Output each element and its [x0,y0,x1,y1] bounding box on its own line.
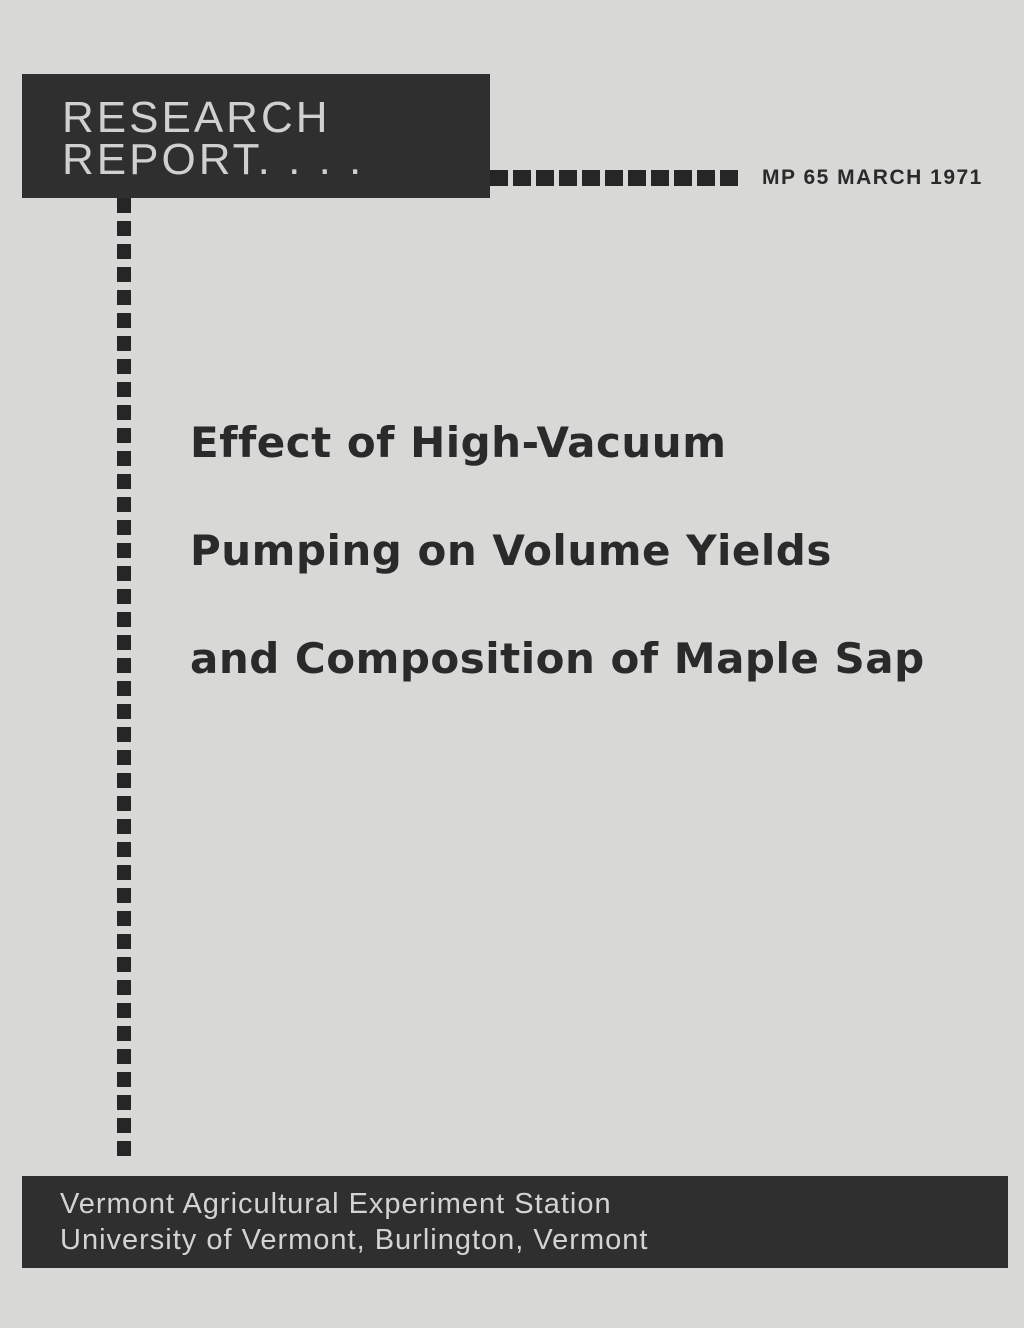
rule-block [117,911,131,926]
rule-block [117,865,131,880]
rule-block [117,474,131,489]
rule-block [117,382,131,397]
issue-number-date: MP 65 MARCH 1971 [762,166,983,189]
rule-block [117,704,131,719]
rule-block [117,773,131,788]
rule-block [117,198,131,213]
vertical-block-rule [117,198,131,1156]
rule-block [117,1095,131,1110]
horizontal-block-rule [490,170,738,186]
publisher-footer [22,1176,1008,1268]
rule-block [513,170,531,186]
title-line-2: Pumping on Volume Yields [190,526,832,575]
rule-block [117,290,131,305]
rule-block [720,170,738,186]
rule-block [117,934,131,949]
rule-block [117,313,131,328]
rule-block [117,612,131,627]
rule-block [117,1118,131,1133]
rule-block [117,589,131,604]
rule-block [117,405,131,420]
banner-line-1: RESEARCH [62,93,331,142]
rule-block [117,244,131,259]
rule-block [117,221,131,236]
rule-block [117,750,131,765]
rule-block [117,267,131,282]
rule-block [117,336,131,351]
rule-block [117,819,131,834]
rule-block [628,170,646,186]
title-line-1: Effect of High-Vacuum [190,418,727,467]
rule-block [117,543,131,558]
rule-block [490,170,508,186]
rule-block [536,170,554,186]
rule-block [117,796,131,811]
title-line-3: and Composition of Maple Sap [190,634,925,683]
rule-block [117,842,131,857]
rule-block [117,497,131,512]
rule-block [582,170,600,186]
footer-line-2: University of Vermont, Burlington, Vermont [60,1224,649,1256]
rule-block [117,1003,131,1018]
rule-block [117,451,131,466]
rule-block [674,170,692,186]
rule-block [117,1141,131,1156]
rule-block [605,170,623,186]
rule-block [651,170,669,186]
rule-block [117,566,131,581]
rule-block [117,658,131,673]
rule-block [117,359,131,374]
footer-line-1: Vermont Agricultural Experiment Station [60,1188,612,1220]
rule-block [117,980,131,995]
rule-block [117,957,131,972]
rule-block [117,1049,131,1064]
research-report-banner [22,74,490,198]
rule-block [117,681,131,696]
banner-line-2: REPORT. . . . [62,135,365,184]
rule-block [117,635,131,650]
rule-block [117,1026,131,1041]
rule-block [117,428,131,443]
rule-block [117,520,131,535]
rule-block [559,170,577,186]
rule-block [117,888,131,903]
rule-block [117,727,131,742]
rule-block [117,1072,131,1087]
rule-block [697,170,715,186]
